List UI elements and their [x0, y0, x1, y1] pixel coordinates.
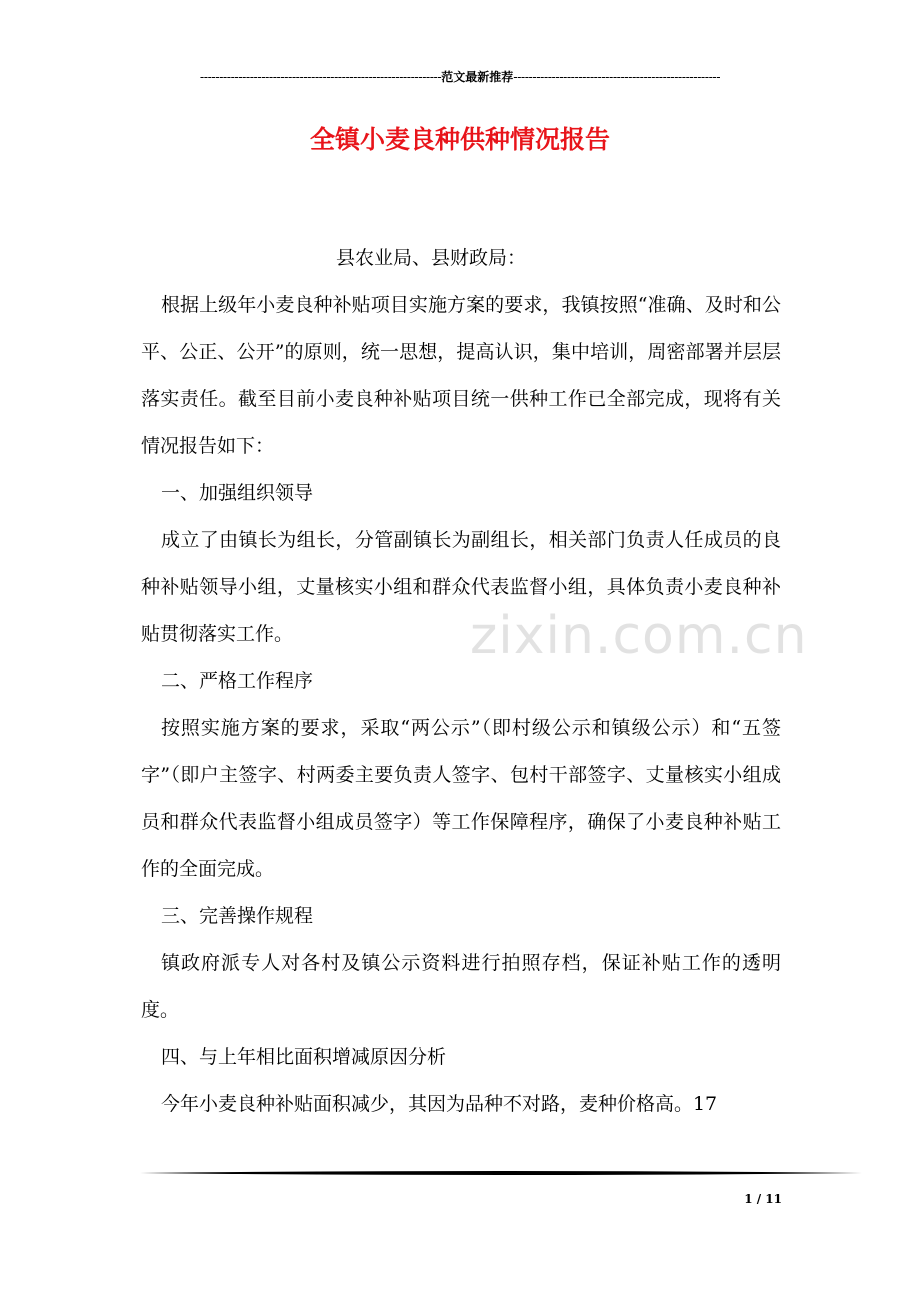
page-number: 1 / 11 [744, 1192, 782, 1206]
footer-rule [140, 1170, 862, 1176]
section-heading-4: 四、与上年相比面积增减原因分析 [161, 1046, 447, 1068]
header-dashes-left: --------------------------------------------------------------- [199, 70, 442, 84]
header-dashes-right: ------------------------------------------------------ [513, 70, 721, 84]
paragraph-procedure: 按照实施方案的要求，采取“两公示”（即村级公示和镇级公示）和“五签字”（即户主签字、村两委主要负责人签字、包村干部签字、丈量核实小组成员和群众代表监督小组成员签字）等工作保障程序，确保了小麦良种补贴工作的全面完成。 [141, 717, 781, 880]
paragraph-organization: 成立了由镇长为组长，分管副镇长为副组长，相关部门负责人任成员的良种补贴领导小组，丈量核实小组和群众代表监督小组，具体负责小麦良种补贴贯彻落实工作。 [141, 529, 781, 645]
paragraph-intro: 根据上级年小麦良种补贴项目实施方案的要求，我镇按照“准确、及时和公平、公正、公开”的原则，统一思想，提高认识，集中培训，周密部署并层层落实责任。截至目前小麦良种补贴项目统一供种工作已全部完成，现将有关情况报告如下： [141, 294, 781, 457]
page-header [140, 70, 780, 84]
document-title: 全镇小麦良种供种情况报告 [309, 125, 610, 154]
section-heading-1: 一、加强组织领导 [161, 482, 314, 504]
section-heading-3: 三、完善操作规程 [161, 905, 314, 927]
paragraph-analysis: 今年小麦良种补贴面积减少，其因为品种不对路，麦种价格高。17 [160, 1093, 718, 1115]
salutation: 县农业局、县财政局： [336, 247, 527, 269]
section-heading-2: 二、严格工作程序 [161, 670, 314, 692]
paragraph-operation: 镇政府派专人对各村及镇公示资料进行拍照存档，保证补贴工作的透明度。 [141, 952, 781, 1021]
document-body [141, 235, 781, 1128]
watermark: zixin.com.cn [470, 606, 808, 666]
header-label: 范文最新推荐 [441, 70, 514, 84]
